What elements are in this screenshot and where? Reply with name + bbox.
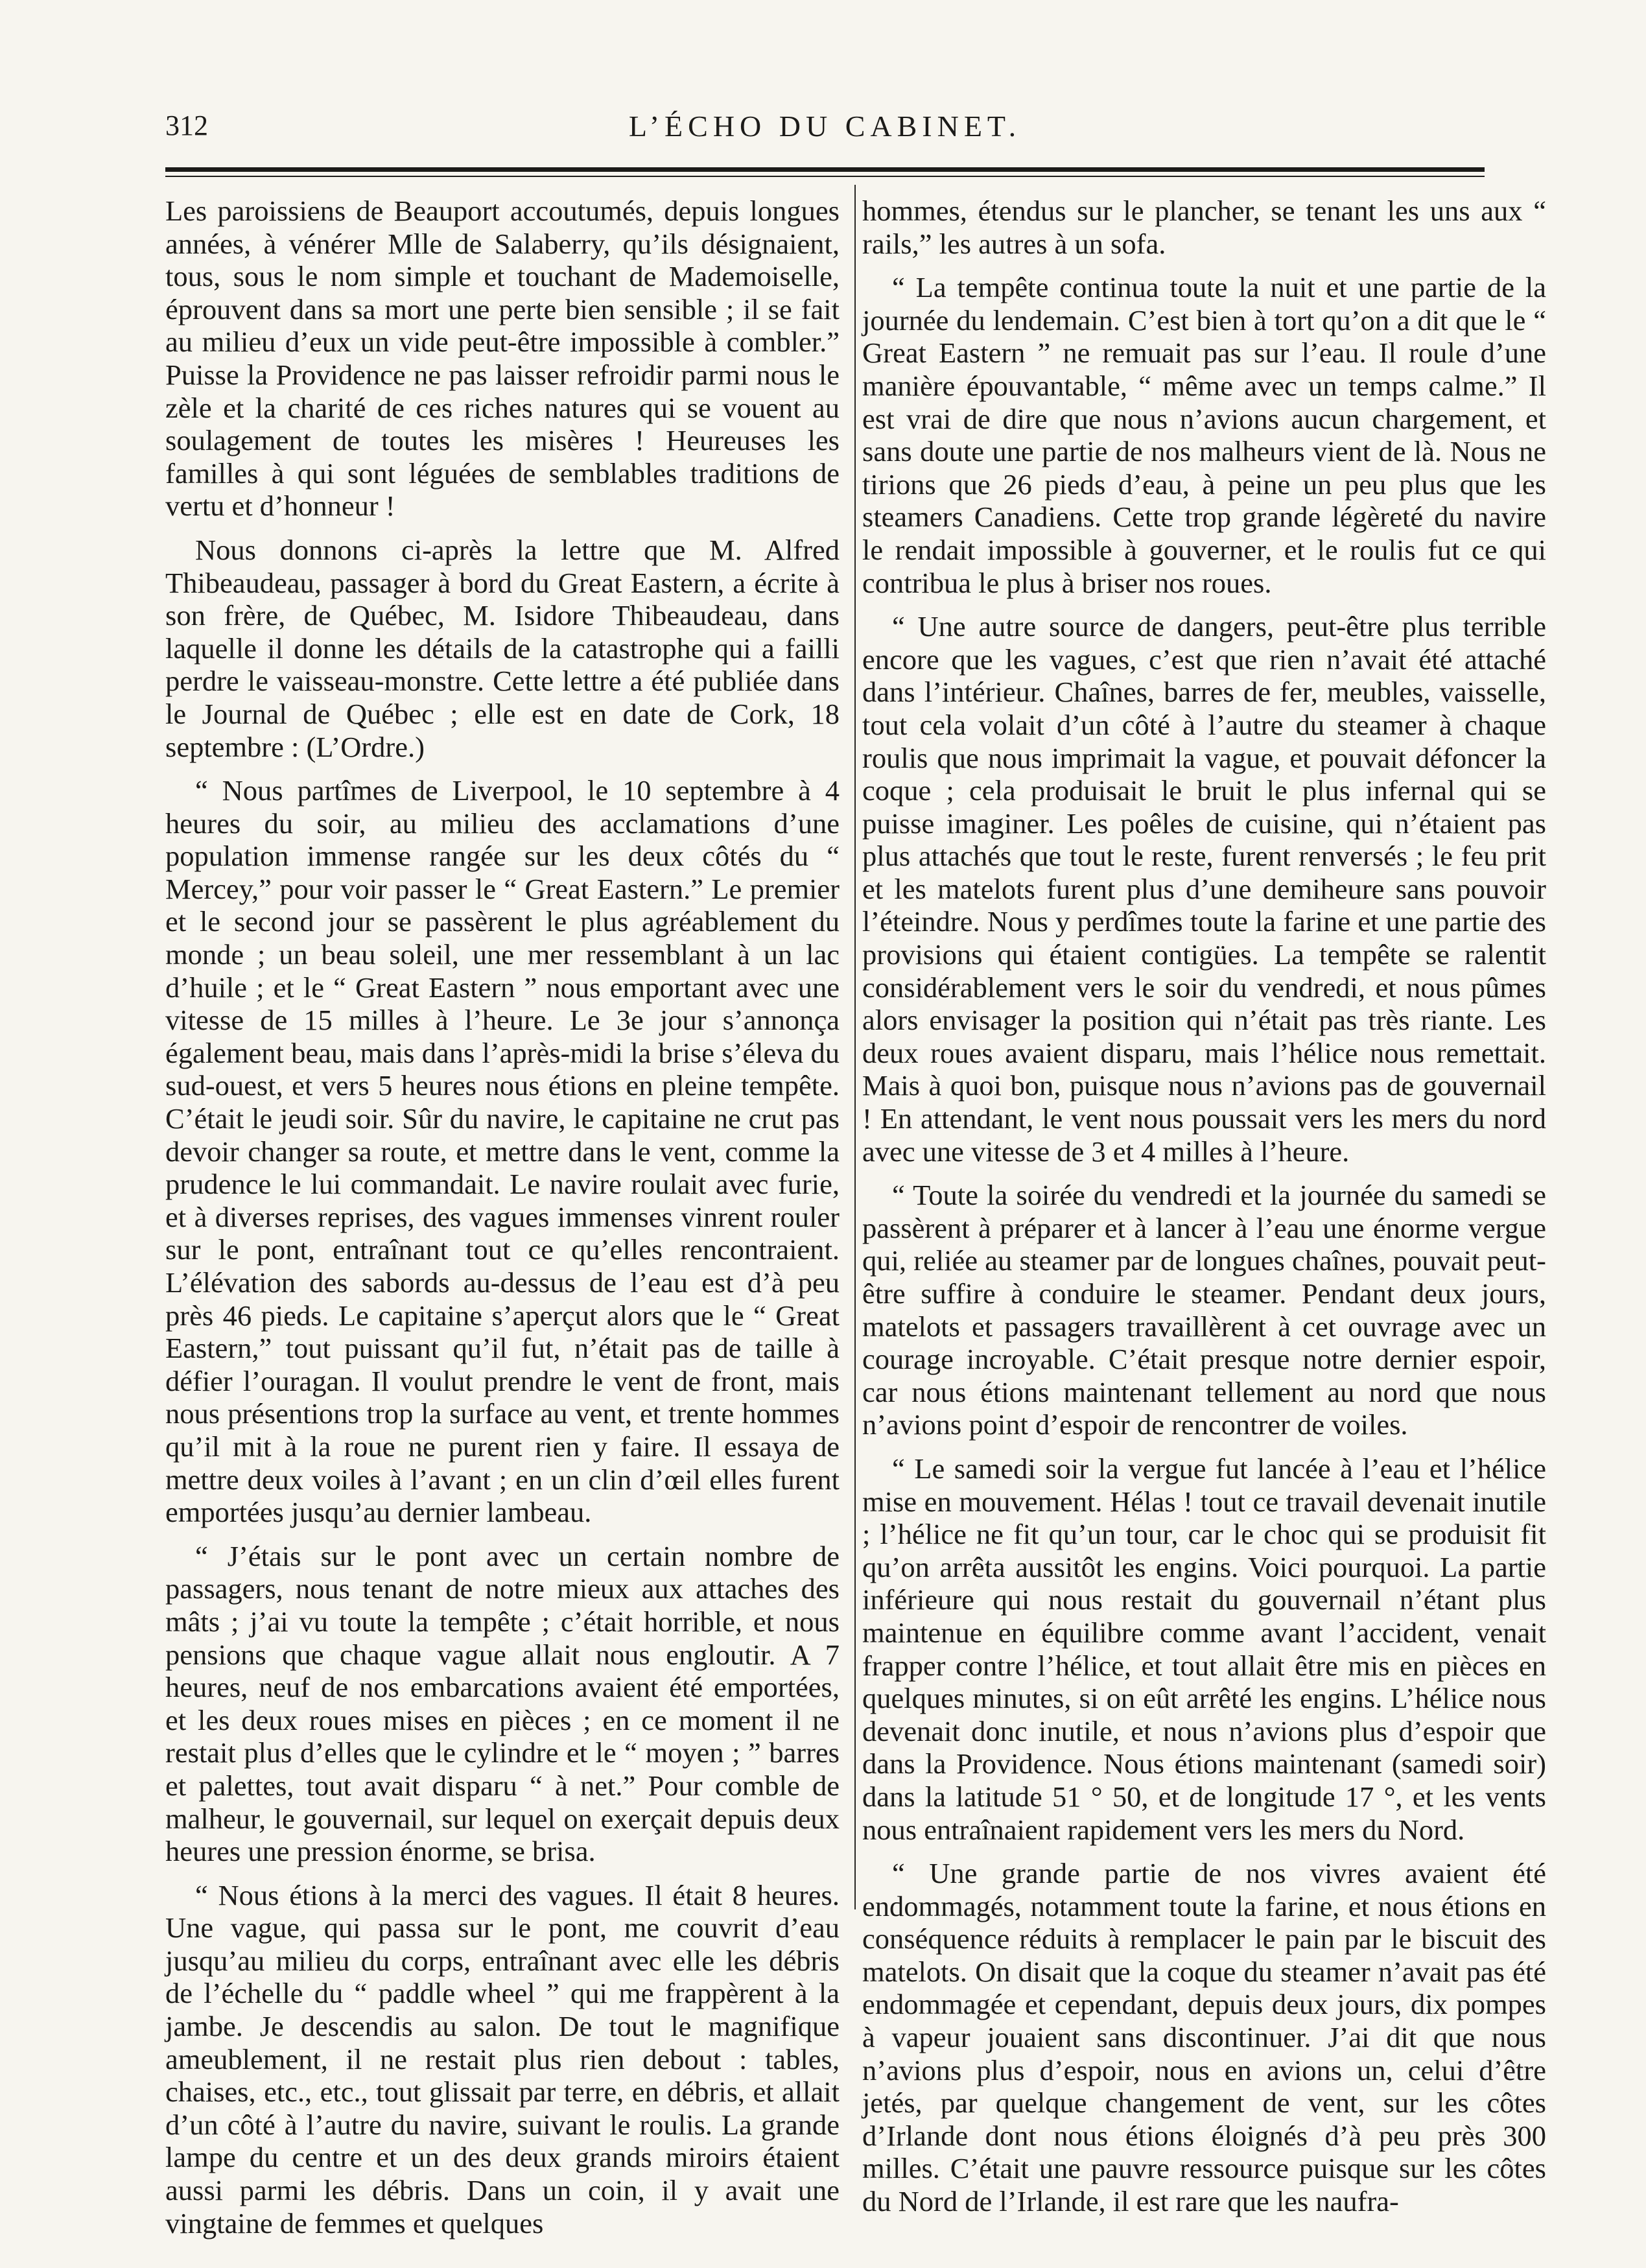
page-number: 312: [165, 110, 208, 141]
header-rule-thick: [165, 167, 1485, 172]
paragraph: “ Une autre source de dangers, peut-être plus terrible encore que les vagues, c’est que rien n’avait été attaché dans l’intérieur. Chaînes, barres de fer, meubles, vaisselle, tout cela volait d’un côté à l’autre du steamer à chaque roulis que nous imprimait la vague, et pouvait défoncer la coque ; cela produisait le bruit le plus infernal qui se puisse imaginer. Les poêles de cuisine, qui n’étaient pas plus attachés que tout le reste, furent renversés ; le feu prit et les matelots furent plus d’une demiheure sans pouvoir l’éteindre. Nous y perdîmes toute la farine et une partie des provisions qui étaient contigües. La tempête se ralentit considérablement vers le soir du vendredi, et nous pûmes alors envisager la position qui n’était pas très riante. Les deux roues avaient disparu, mais l’hélice nous remettait. Mais à quoi bon, puisque nous n’avions pas de gouvernail ! En attendant, le vent nous poussait vers les mers du nord avec une vitesse de 3 et 4 milles à l’heure.: [862, 610, 1546, 1168]
left-column: [165, 195, 840, 2250]
paragraph: “ Toute la soirée du vendredi et la journée du samedi se passèrent à préparer et à lancer à l’eau une énorme vergue qui, reliée au steamer par de longues chaînes, pouvait peut-être suffire à conduire le steamer. Pendant deux jours, matelots et passagers travaillèrent à cet ouvrage avec un courage incroyable. C’était presque notre dernier espoir, car nous étions maintenant tellement au nord que nous n’avions point d’espoir de rencontrer de voiles.: [862, 1179, 1546, 1441]
paragraph: hommes, étendus sur le plancher, se tenant les uns aux “ rails,” les autres à un sofa.: [862, 195, 1546, 260]
paragraph: “ Nous étions à la merci des vagues. Il était 8 heures. Une vague, qui passa sur le pont, me couvrit d’eau jusqu’au milieu du corps, entraînant avec elle les débris de l’échelle du “ paddle wheel ” qui me frappèrent à la jambe. Je descendis au salon. De tout le magnifique ameublement, il ne restait plus rien debout : tables, chaises, etc., etc., tout glissait par terre, en débris, et allait d’un côté à l’autre du navire, suivant le roulis. La grande lampe du centre et un des deux grands miroirs étaient aussi parmi les débris. Dans un coin, il y avait une vingtaine de femmes et quelques: [165, 1878, 840, 2239]
paragraph: “ La tempête continua toute la nuit et une partie de la journée du lendemain. C’est bien à tort qu’on a dit que le “ Great Eastern ” ne remuait pas sur l’eau. Il roule d’une manière épouvantable, “ même avec un temps calme.” Il est vrai de dire que nous n’avions aucun chargement, et sans doute une partie de nos malheurs vient de là. Nous ne tirions que 26 pieds d’eau, à peine un peu plus que les steamers Canadiens. Cette trop grande légèreté du navire le rendait impossible à gouverner, et le roulis fut ce qui contribua le plus à briser nos roues.: [862, 271, 1546, 599]
header-rule-thin: [165, 176, 1485, 177]
column-divider: [854, 185, 856, 1909]
paragraph: “ Nous partîmes de Liverpool, le 10 septembre à 4 heures du soir, au milieu des acclamations d’une population immense rangée sur les deux côtés du “ Mercey,” pour voir passer le “ Great Eastern.” Le premier et le second jour se passèrent le plus agréablement du monde ; un beau soleil, une mer ressemblant à un lac d’huile ; et le “ Great Eastern ” nous emportant avec une vitesse de 15 milles à l’heure. Le 3e jour s’annonça également beau, mais dans l’après-midi la brise s’éleva du sud-ouest, et vers 5 heures nous étions en pleine tempête. C’était le jeudi soir. Sûr du navire, le capitaine ne crut pas devoir changer sa route, et mettre dans le vent, comme la prudence le lui commandait. Le navire roulait avec furie, et à diverses reprises, des vagues immenses vinrent rouler sur le pont, entraînant tout ce qu’elles rencontraient. L’élévation des sabords au-dessus de l’eau est d’à peu près 46 pieds. Le capitaine s’aperçut alors que le “ Great Eastern,” tout puissant qu’il fut, n’était pas de taille à défier l’ouragan. Il voulut prendre le vent de front, mais nous présentions trop la surface au vent, et trente hommes qu’il mit à la roue ne purent rien y faire. Il essaya de mettre deux voiles à l’avant ; en un clin d’œil elles furent emportées jusqu’au dernier lambeau.: [165, 774, 840, 1529]
running-title: L’ÉCHO DU CABINET.: [628, 110, 1022, 143]
paragraph: “ Le samedi soir la vergue fut lancée à l’eau et l’hélice mise en mouvement. Hélas ! tout ce travail devenait inutile ; l’hélice ne fit qu’un tour, car le choc qui se produisit fit qu’on arrêta aussitôt les engins. Voici pourquoi. La partie inférieure qui nous restait du gouvernail n’étant plus maintenue en équilibre comme avant l’accident, venait frapper contre l’hélice, et tout allait être mis en pièces en quelques minutes, si on eût arrêté les engins. L’hélice nous devenait donc inutile, et nous n’avions plus d’espoir que dans la Providence. Nous étions maintenant (samedi soir) dans la latitude 51 ° 50, et de longitude 17 °, et les vents nous entraînaient rapidement vers les mers du Nord.: [862, 1452, 1546, 1846]
paragraph: “ Une grande partie de nos vivres avaient été endommagés, notamment toute la farine, et nous étions en conséquence réduits à remplacer le pain par le biscuit des matelots. On disait que la coque du steamer n’avait pas été endommagée et cependant, depuis deux jours, dix pompes à vapeur jouaient sans discontinuer. J’ai dit que nous n’avions plus d’espoir, nous en avions un, celui d’être jetés, par quelque changement de vent, sur les côtes d’Irlande dont nous étions éloignés d’à peu près 300 milles. C’était une pauvre ressource puisque sur les côtes du Nord de l’Irlande, il est rare que les naufra-: [862, 1857, 1546, 2218]
paragraph: Les paroissiens de Beauport accoutumés, depuis longues années, à vénérer Mlle de Salaberry, qu’ils désignaient, tous, sous le nom simple et touchant de Mademoiselle, éprouvent dans sa mort une perte bien sensible ; il se fait au milieu d’eux un vide peut-être impossible à combler.” Puisse la Providence ne pas laisser refroidir parmi nous le zèle et la charité de ces riches natures qui se vouent au soulagement de toutes les misères ! Heureuses les familles à qui sont léguées de semblables traditions de vertu et d’honneur !: [165, 195, 840, 523]
paragraph: “ J’étais sur le pont avec un certain nombre de passagers, nous tenant de notre mieux aux attaches des mâts ; j’ai vu toute la tempête ; c’était horrible, et nous pensions que chaque vague allait nous engloutir. A 7 heures, neuf de nos embarcations avaient été emportées, et les deux roues mises en pièces ; en ce moment il ne restait plus d’elles que le cylindre et le “ moyen ; ” barres et palettes, tout avait disparu “ à net.” Pour comble de malheur, le gouvernail, sur lequel on exerçait depuis deux heures une pression énorme, se brisa.: [165, 1539, 840, 1868]
page-header: [165, 109, 1485, 154]
right-column: [862, 195, 1546, 2229]
paragraph: Nous donnons ci-après la lettre que M. Alfred Thibeaudeau, passager à bord du Great Eastern, a écrite à son frère, de Québec, M. Isidore Thibeaudeau, dans laquelle il donne les détails de la catastrophe qui a failli perdre le vaisseau-monstre. Cette lettre a été publiée dans le Journal de Québec ; elle est en date de Cork, 18 septembre : (L’Ordre.): [165, 533, 840, 763]
